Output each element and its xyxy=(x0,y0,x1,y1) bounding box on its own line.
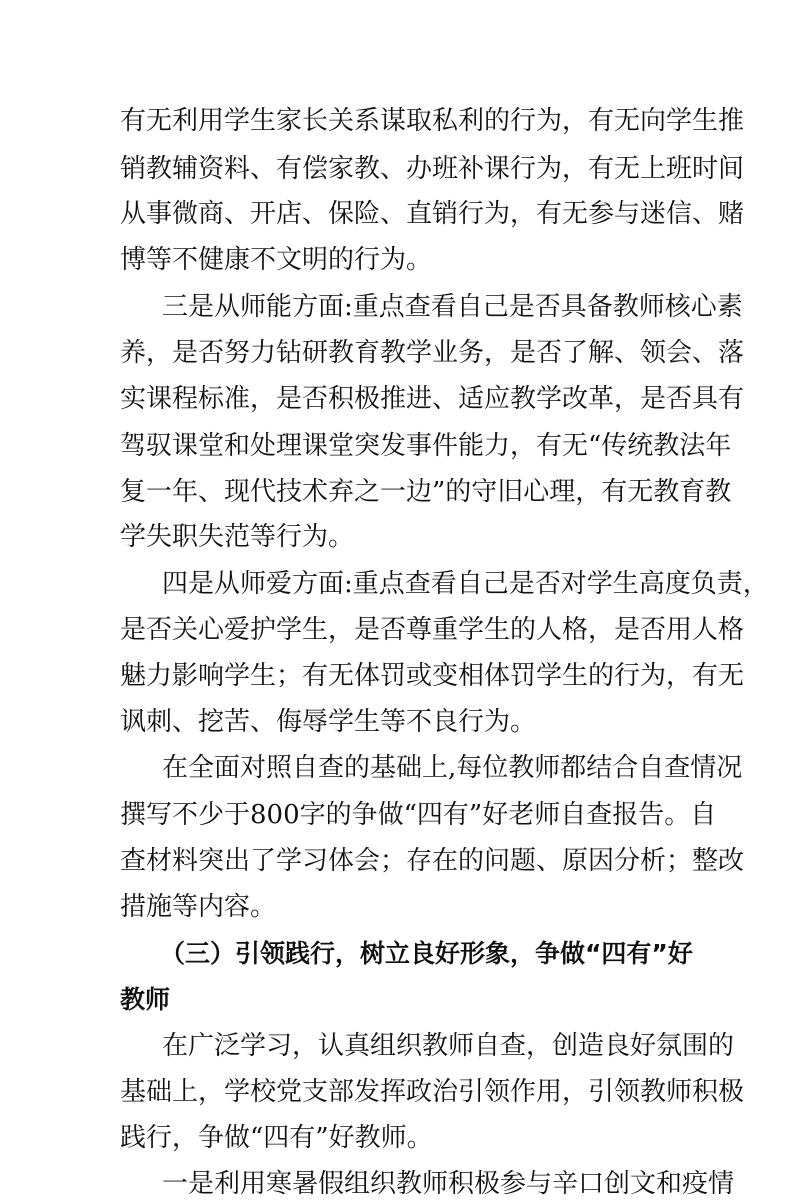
section-heading: （三）引领践行，树立良好形象，争做“四有”好 xyxy=(160,939,693,968)
text-line: 基础上，学校党支部发挥政治引领作用，引领教师积极 xyxy=(120,1077,745,1107)
text-line: 养，是否努力钻研教育教学业务，是否了解、领会、落 xyxy=(120,338,745,368)
text-line: 魅力影响学生；有无体罚或变相体罚学生的行为，有无 xyxy=(120,661,745,691)
text-line: 复一年、现代技术弃之一边”的守旧心理，有无教育教 xyxy=(120,477,732,507)
paragraph-first-line: 三是从师能方面:重点查看自己是否具备教师核心素 xyxy=(162,292,743,322)
paragraph-first-line: 在广泛学习，认真组织教师自查，创造良好氛围的 xyxy=(162,1031,735,1061)
text-line: 实课程标准，是否积极推进、适应教学改革，是否具有 xyxy=(120,384,745,414)
text-line: 撰写不少于800字的争做“四有”好老师自查报告。自 xyxy=(120,800,717,830)
paragraph-first-line: 四是从师爱方面:重点查看自己是否对学生高度负责， xyxy=(162,569,769,599)
text-line: 博等不健康不文明的行为。 xyxy=(120,245,433,275)
text-line: 讽刺、挖苦、侮辱学生等不良行为。 xyxy=(120,707,537,737)
text-line: 学失职失范等行为。 xyxy=(120,522,355,552)
text-line: 是否关心爱护学生，是否尊重学生的人格，是否用人格 xyxy=(120,615,745,645)
section-heading-continuation: 教师 xyxy=(120,985,171,1014)
text-line: 从事微商、开店、保险、直销行为，有无参与迷信、赌 xyxy=(120,199,745,229)
text-line: 有无利用学生家长关系谋取私利的行为，有无向学生推 xyxy=(120,106,745,136)
text-line: 践行，争做“四有”好教师。 xyxy=(120,1123,433,1153)
paragraph-first-line: 一是利用寒暑假组织教师积极参与辛口创文和疫情 xyxy=(162,1169,735,1199)
paragraph-first-line: 在全面对照自查的基础上,每位教师都结合自查情况 xyxy=(162,753,743,783)
text-line: 措施等内容。 xyxy=(120,892,277,922)
text-line: 销教辅资料、有偿家教、办班补课行为，有无上班时间 xyxy=(120,154,745,184)
text-line: 驾驭课堂和处理课堂突发事件能力，有无“传统教法年 xyxy=(120,431,732,461)
text-line: 查材料突出了学习体会；存在的问题、原因分析；整改 xyxy=(120,846,745,876)
